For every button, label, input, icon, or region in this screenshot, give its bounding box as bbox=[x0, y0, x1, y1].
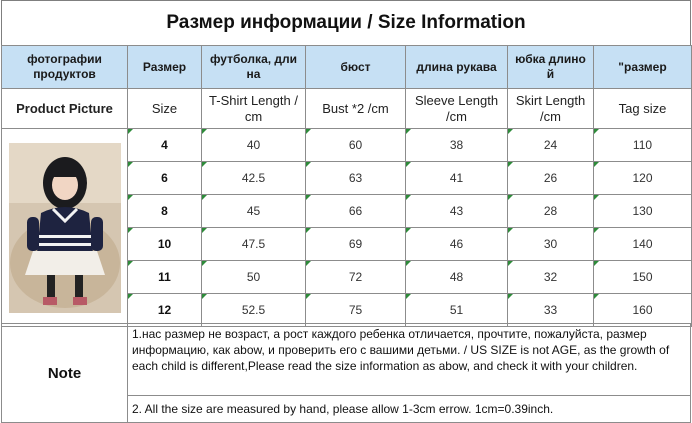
header-sleeve-length-ru: длина рукава bbox=[406, 46, 508, 89]
bust-cell: 63 bbox=[306, 162, 406, 195]
sleeve-length-cell: 43 bbox=[406, 195, 508, 228]
table-row bbox=[2, 129, 692, 162]
note-text-2: 2. All the size are measured by hand, please allow 1-3cm errow. 1cm=0.39inch. bbox=[128, 396, 691, 423]
tshirt-length-cell: 42.5 bbox=[202, 162, 306, 195]
tshirt-length-cell: 45 bbox=[202, 195, 306, 228]
size-table bbox=[1, 45, 692, 327]
header-tag-size-ru: "размер bbox=[594, 46, 692, 89]
size-cell: 8 bbox=[128, 195, 202, 228]
tag-size-cell: 140 bbox=[594, 228, 692, 261]
tag-size-cell: 120 bbox=[594, 162, 692, 195]
header-product-photo-ru: фотографии продуктов bbox=[2, 46, 128, 89]
header-skirt-length: Skirt Length /cm bbox=[508, 89, 594, 129]
tshirt-length-cell: 47.5 bbox=[202, 228, 306, 261]
bust-cell: 60 bbox=[306, 129, 406, 162]
header-size: Size bbox=[128, 89, 202, 129]
tshirt-length-cell: 50 bbox=[202, 261, 306, 294]
note-table bbox=[1, 323, 691, 423]
product-picture-cell bbox=[2, 129, 128, 327]
skirt-length-cell: 30 bbox=[508, 228, 594, 261]
tag-size-cell: 130 bbox=[594, 195, 692, 228]
sleeve-length-cell: 51 bbox=[406, 294, 508, 327]
product-photo bbox=[9, 143, 121, 313]
tshirt-length-cell: 52.5 bbox=[202, 294, 306, 327]
header-tshirt-length: T-Shirt Length / cm bbox=[202, 89, 306, 129]
tag-size-cell: 110 bbox=[594, 129, 692, 162]
page-title: Размер информации / Size Information bbox=[1, 0, 691, 46]
sleeve-length-cell: 41 bbox=[406, 162, 508, 195]
bust-cell: 66 bbox=[306, 195, 406, 228]
header-bust: Bust *2 /cm bbox=[306, 89, 406, 129]
tag-size-cell: 160 bbox=[594, 294, 692, 327]
note-text-1: 1.нас размер не возраст, а рост каждого ребенка отличается, прочтите, пожалуйста, размер информацию, как abow, и проверить его с вашими детьми. / US SIZE is not AGE, as the growth of each child is different,Please read the size information as abow, and check it with your children. bbox=[128, 324, 691, 396]
girl-in-navy-dress-photo bbox=[9, 143, 121, 313]
header-tag-size: Tag size bbox=[594, 89, 692, 129]
header-bust-ru: бюст bbox=[306, 46, 406, 89]
header-row-english bbox=[2, 89, 692, 129]
size-cell: 6 bbox=[128, 162, 202, 195]
skirt-length-cell: 26 bbox=[508, 162, 594, 195]
header-row-russian bbox=[2, 46, 692, 89]
header-sleeve-length: Sleeve Length /cm bbox=[406, 89, 508, 129]
size-cell: 11 bbox=[128, 261, 202, 294]
sleeve-length-cell: 46 bbox=[406, 228, 508, 261]
tshirt-length-cell: 40 bbox=[202, 129, 306, 162]
skirt-length-cell: 28 bbox=[508, 195, 594, 228]
size-cell: 4 bbox=[128, 129, 202, 162]
skirt-length-cell: 24 bbox=[508, 129, 594, 162]
skirt-length-cell: 32 bbox=[508, 261, 594, 294]
sleeve-length-cell: 38 bbox=[406, 129, 508, 162]
header-tshirt-length-ru: футболка, дли на bbox=[202, 46, 306, 89]
bust-cell: 75 bbox=[306, 294, 406, 327]
tag-size-cell: 150 bbox=[594, 261, 692, 294]
size-cell: 12 bbox=[128, 294, 202, 327]
skirt-length-cell: 33 bbox=[508, 294, 594, 327]
sleeve-length-cell: 48 bbox=[406, 261, 508, 294]
bust-cell: 69 bbox=[306, 228, 406, 261]
header-size-ru: Размер bbox=[128, 46, 202, 89]
header-product-picture: Product Picture bbox=[2, 89, 128, 129]
header-skirt-length-ru: юбка длино й bbox=[508, 46, 594, 89]
note-label: Note bbox=[2, 324, 128, 423]
bust-cell: 72 bbox=[306, 261, 406, 294]
size-cell: 10 bbox=[128, 228, 202, 261]
